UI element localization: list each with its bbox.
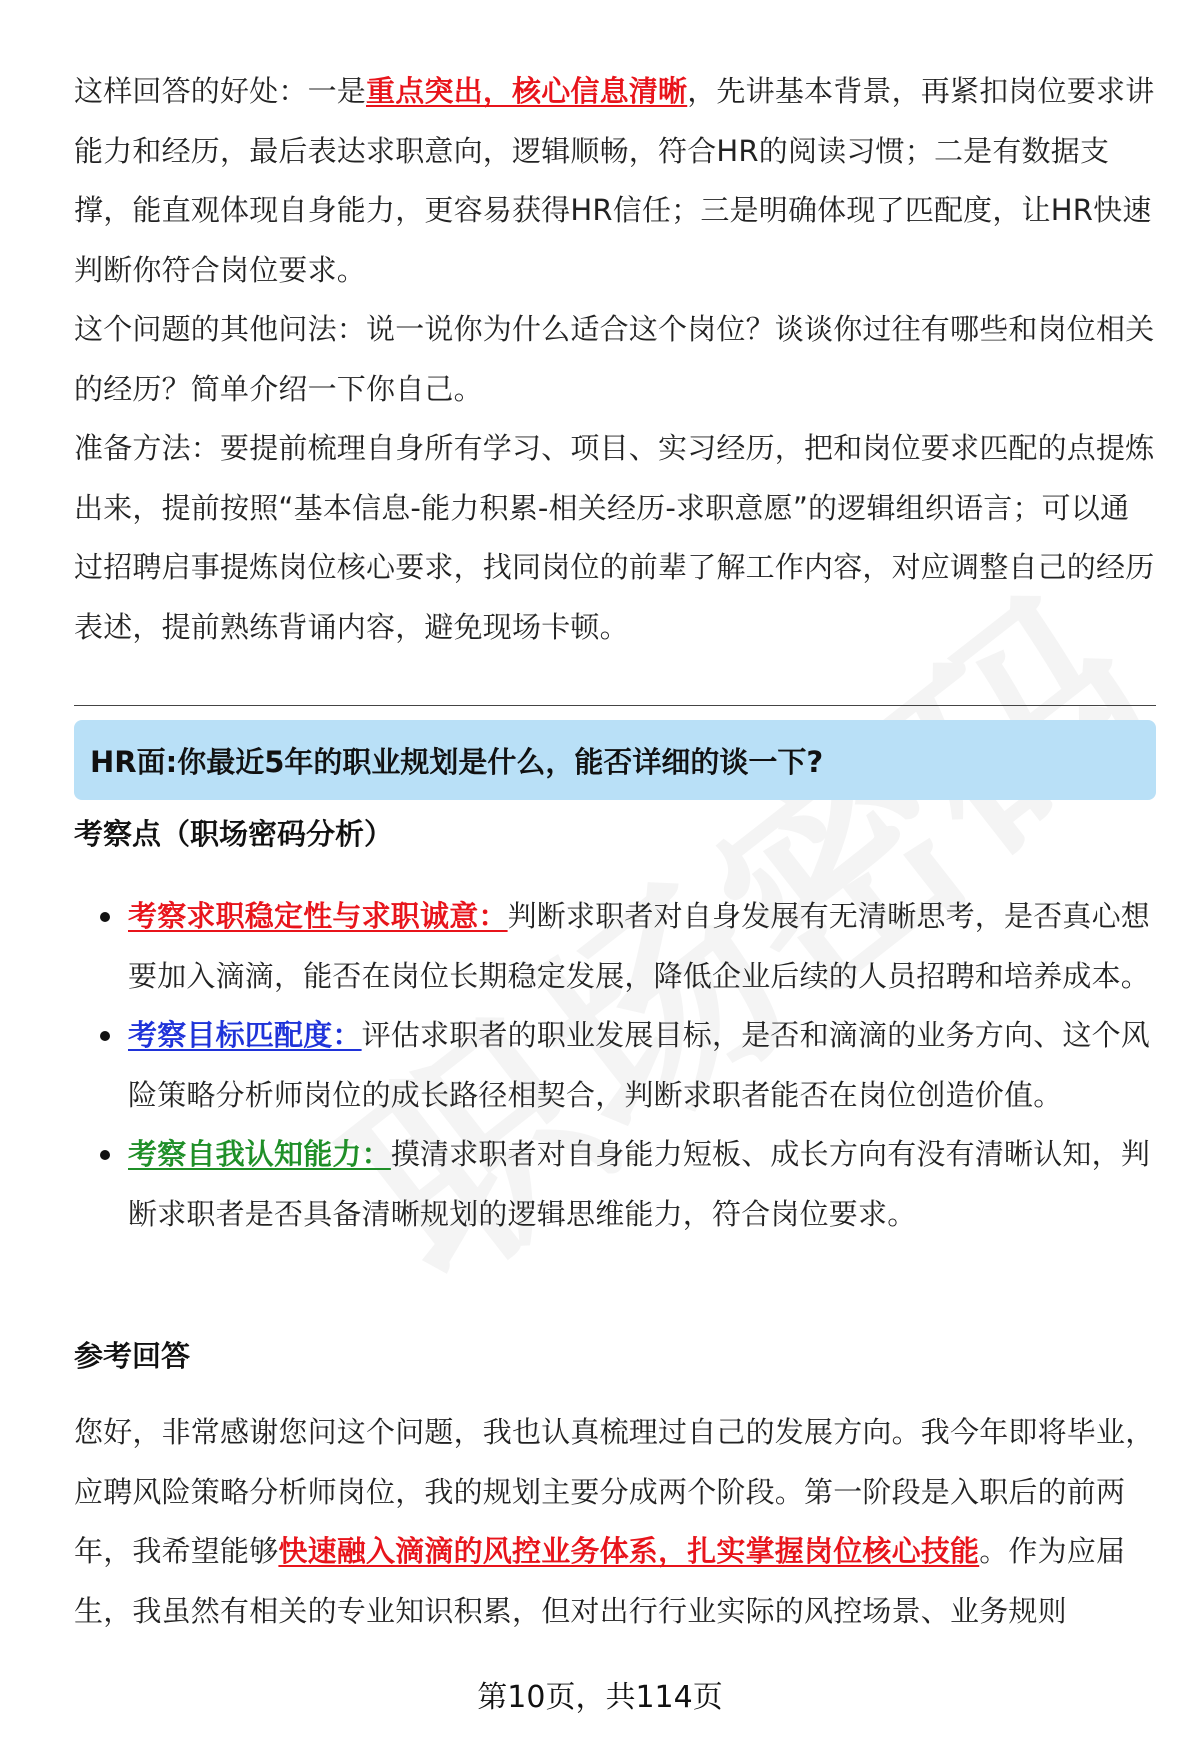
exam-point-text: 判断求职者对自身发展有无清晰思考，是否真心想要加入滴滴，能否在岗位长期稳定发展，降低企业后续的人员招聘和培养成本。 bbox=[128, 899, 1151, 993]
exam-points-list bbox=[74, 887, 1156, 1244]
bullet-icon bbox=[100, 1031, 110, 1041]
preparation-paragraph: 准备方法：要提前梳理自身所有学习、项目、实习经历，把和岗位要求匹配的点提炼出来，提前按照“基本信息-能力积累-相关经历-求职意愿”的逻辑组织语言；可以通过招聘启事提炼岗位核心要求，找同岗位的前辈了解工作内容，对应调整自己的经历表述，提前熟练背诵内容，避免现场卡顿。 bbox=[74, 431, 1155, 644]
reference-answer bbox=[74, 1403, 1156, 1641]
answer-text-start: 您好，非常感谢您问这个问题，我也认真梳理过自己的发展方向。我今年即将毕业，应聘风险策略分析师岗位，我的规划主要分成两个阶段。第一阶段是入职后的前两年，我希望能够 bbox=[74, 1415, 1155, 1568]
list-item bbox=[74, 887, 1156, 1006]
benefit-text-end: ，先讲基本背景，再紧扣岗位要求讲能力和经历，最后表达求职意向，逻辑顺畅，符合HR的阅读习惯；二是有数据支撑，能直观体现自身能力，更容易获得HR信任；三是明确体现了匹配度，让HR快速判断你符合岗位要求。 bbox=[74, 74, 1155, 287]
answer-highlight: 快速融入滴滴的风控业务体系，扎实掌握岗位核心技能 bbox=[278, 1534, 980, 1568]
exam-point-text: 摸清求职者对自身能力短板、成长方向有没有清晰认知，判断求职者是否具备清晰规划的逻辑思维能力，符合岗位要求。 bbox=[128, 1137, 1151, 1231]
list-item bbox=[74, 1006, 1156, 1125]
bullet-icon bbox=[100, 912, 110, 922]
reference-answer-heading: 参考回答 bbox=[74, 1339, 191, 1373]
list-item bbox=[74, 1125, 1156, 1244]
exam-point-label: 考察目标匹配度： bbox=[128, 1018, 362, 1052]
exam-point-text: 评估求职者的职业发展目标，是否和滴滴的业务方向、这个风险策略分析师岗位的成长路径相契合，判断求职者能否在岗位创造价值。 bbox=[128, 1018, 1151, 1112]
exam-point-label: 考察求职稳定性与求职诚意： bbox=[128, 899, 508, 933]
benefit-highlight: 重点突出，核心信息清晰 bbox=[366, 74, 688, 108]
section-divider bbox=[74, 705, 1156, 706]
exam-point-label: 考察自我认知能力： bbox=[128, 1137, 391, 1171]
intro-section bbox=[74, 62, 1156, 657]
exam-points-heading: 考察点（职场密码分析） bbox=[74, 817, 394, 851]
bullet-icon bbox=[100, 1150, 110, 1160]
page-number: 第10页，共114页 bbox=[477, 1680, 723, 1715]
question-box bbox=[74, 720, 1156, 800]
benefit-paragraph bbox=[74, 62, 1156, 300]
other-questions-paragraph: 这个问题的其他问法：说一说你为什么适合这个岗位？谈谈你过往有哪些和岗位相关的经历？简单介绍一下你自己。 bbox=[74, 312, 1155, 406]
benefit-text-start: 这样回答的好处：一是 bbox=[74, 74, 367, 108]
answer-text-end: 。作为应届生，我虽然有相关的专业知识积累，但对出行行业实际的风控场景、业务规则 bbox=[74, 1534, 1126, 1628]
question-title: HR面:你最近5年的职业规划是什么，能否详细的谈一下? bbox=[90, 744, 824, 779]
